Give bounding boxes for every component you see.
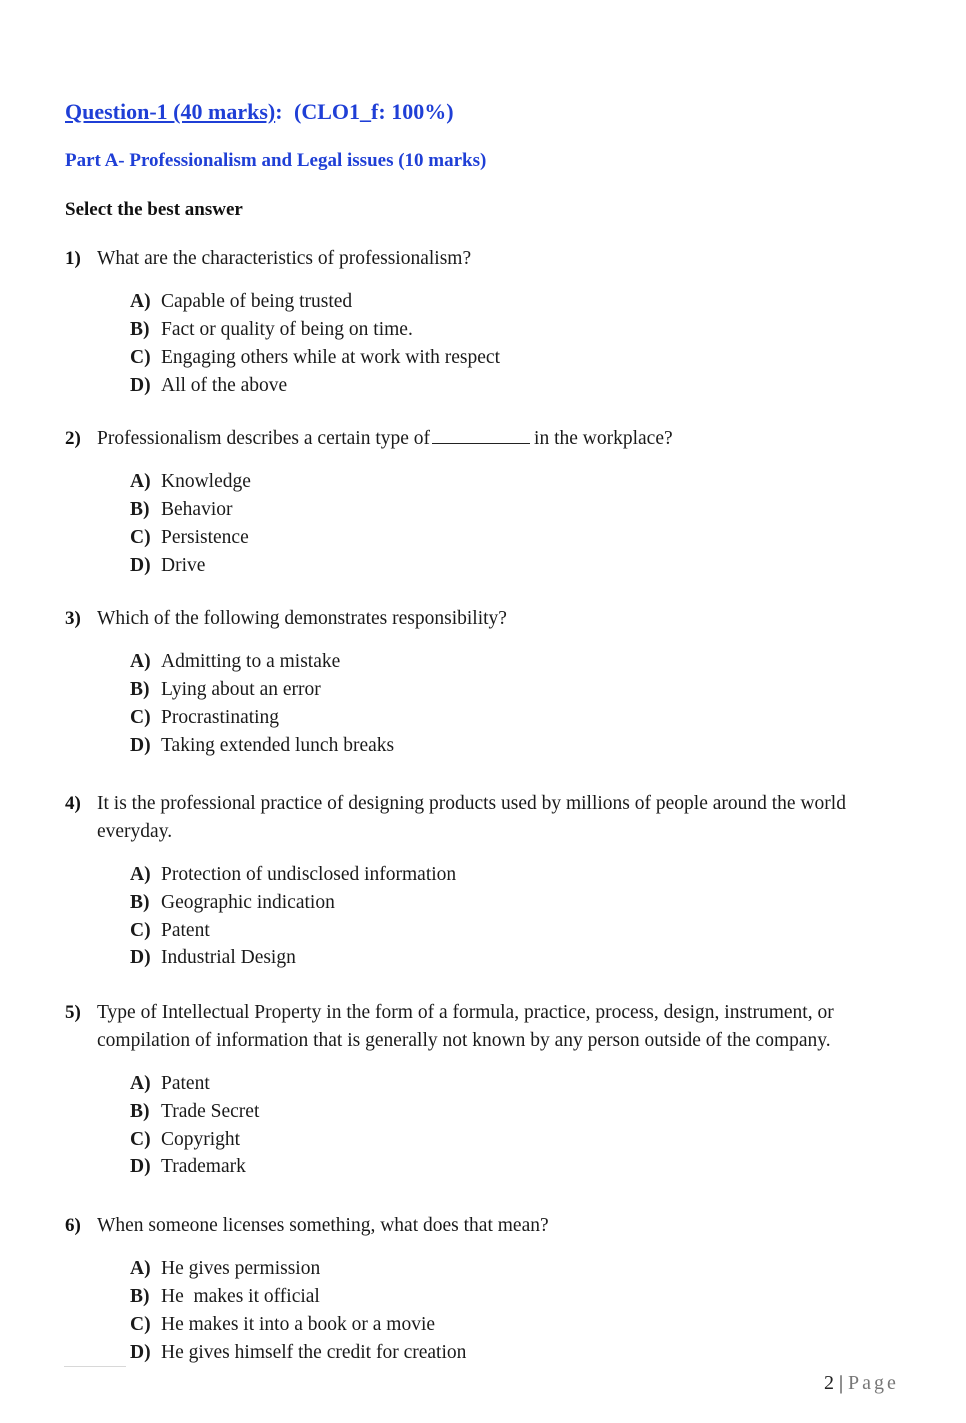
option-d[interactable]: [130, 375, 287, 397]
question-text-line-2: compilation of information that is generally not known by any person outside of the company.: [97, 1030, 831, 1051]
question-text: When someone licenses something, what does that mean?: [97, 1215, 549, 1236]
option-d[interactable]: [130, 735, 394, 757]
option-text: Knowledge: [161, 471, 251, 492]
option-b[interactable]: [130, 499, 232, 521]
question-number: 1): [65, 248, 81, 269]
option-text: Patent: [161, 920, 210, 941]
option-letter: B): [130, 499, 150, 520]
option-letter: C): [130, 1129, 151, 1150]
option-letter: D): [130, 947, 151, 968]
question-text-line-1: It is the professional practice of designing products used by millions of people around the world: [97, 793, 846, 814]
option-a[interactable]: [130, 291, 352, 313]
question-colon: :: [275, 99, 283, 124]
question-heading: [65, 99, 454, 125]
option-c[interactable]: [130, 707, 279, 729]
option-b[interactable]: [130, 892, 335, 914]
option-text: Admitting to a mistake: [161, 651, 341, 672]
option-a[interactable]: [130, 864, 456, 886]
question-text-after: in the workplace?: [534, 428, 673, 449]
option-b[interactable]: [130, 1286, 320, 1308]
option-text: He makes it into a book or a movie: [161, 1314, 436, 1335]
option-text: Behavior: [161, 499, 233, 520]
option-d[interactable]: [130, 1342, 466, 1364]
question-number: 4): [65, 793, 81, 814]
option-text: Capable of being trusted: [161, 291, 353, 312]
page-separator: |: [839, 1372, 844, 1394]
footer-divider: [64, 1366, 126, 1367]
option-letter: A): [130, 651, 151, 672]
option-text: He gives himself the credit for creation: [161, 1342, 467, 1363]
question-text-before: Professionalism describes a certain type of: [97, 428, 431, 449]
option-text: He makes it official: [161, 1286, 320, 1307]
option-letter: D): [130, 1342, 151, 1363]
question-number: 5): [65, 1002, 81, 1023]
option-letter: B): [130, 679, 150, 700]
question-text: Which of the following demonstrates responsibility?: [97, 608, 507, 629]
option-a[interactable]: [130, 1073, 210, 1095]
question-text: [97, 425, 673, 453]
option-letter: C): [130, 347, 151, 368]
question-text-line-1: Type of Intellectual Property in the form of a formula, practice, process, design, instrument, or: [97, 1002, 834, 1023]
option-letter: D): [130, 1156, 151, 1177]
part-title: Part A- Professionalism and Legal issues (10 marks): [65, 150, 487, 171]
option-text: Drive: [161, 555, 206, 576]
option-letter: C): [130, 920, 151, 941]
option-text: He gives permission: [161, 1258, 321, 1279]
answer-blank: [432, 427, 530, 444]
option-b[interactable]: [130, 319, 413, 341]
instruction-text: Select the best answer: [65, 199, 243, 220]
option-letter: A): [130, 471, 151, 492]
option-text: Fact or quality of being on time.: [161, 319, 413, 340]
option-d[interactable]: [130, 1156, 246, 1178]
option-text: Engaging others while at work with respect: [161, 347, 500, 368]
option-text: Copyright: [161, 1129, 241, 1150]
option-c[interactable]: [130, 920, 210, 942]
option-letter: A): [130, 291, 151, 312]
option-text: Trade Secret: [161, 1101, 260, 1122]
option-letter: D): [130, 555, 151, 576]
option-text: Taking extended lunch breaks: [161, 735, 395, 756]
option-text: All of the above: [161, 375, 288, 396]
question-number: 3): [65, 608, 81, 629]
option-letter: B): [130, 1286, 150, 1307]
option-c[interactable]: [130, 1129, 240, 1151]
question-text-line-2: everyday.: [97, 821, 173, 842]
option-text: Persistence: [161, 527, 249, 548]
option-b[interactable]: [130, 1101, 259, 1123]
option-letter: A): [130, 1073, 151, 1094]
option-a[interactable]: [130, 471, 251, 493]
option-b[interactable]: [130, 679, 321, 701]
option-c[interactable]: [130, 1314, 435, 1336]
question-number: 2): [65, 428, 81, 449]
page-number: 2: [824, 1372, 834, 1394]
question-link[interactable]: Question-1 (40 marks): [65, 99, 276, 124]
option-letter: B): [130, 319, 150, 340]
option-letter: C): [130, 527, 151, 548]
question-clo: (CLO1_f: 100%): [294, 99, 454, 124]
option-d[interactable]: [130, 947, 296, 969]
option-letter: B): [130, 892, 150, 913]
option-text: Trademark: [161, 1156, 246, 1177]
option-letter: B): [130, 1101, 150, 1122]
option-d[interactable]: [130, 555, 205, 577]
option-a[interactable]: [130, 651, 340, 673]
option-letter: D): [130, 735, 151, 756]
page-footer: [824, 1372, 899, 1395]
option-text: Procrastinating: [161, 707, 280, 728]
question-text: What are the characteristics of professionalism?: [97, 248, 472, 269]
option-letter: A): [130, 1258, 151, 1279]
option-c[interactable]: [130, 347, 500, 369]
option-letter: D): [130, 375, 151, 396]
option-letter: C): [130, 707, 151, 728]
option-text: Geographic indication: [161, 892, 335, 913]
option-text: Industrial Design: [161, 947, 296, 968]
question-number: 6): [65, 1215, 81, 1236]
option-text: Protection of undisclosed information: [161, 864, 457, 885]
page-label: Page: [848, 1372, 899, 1394]
option-c[interactable]: [130, 527, 249, 549]
option-letter: A): [130, 864, 151, 885]
option-text: Lying about an error: [161, 679, 321, 700]
option-a[interactable]: [130, 1258, 320, 1280]
option-text: Patent: [161, 1073, 210, 1094]
option-letter: C): [130, 1314, 151, 1335]
